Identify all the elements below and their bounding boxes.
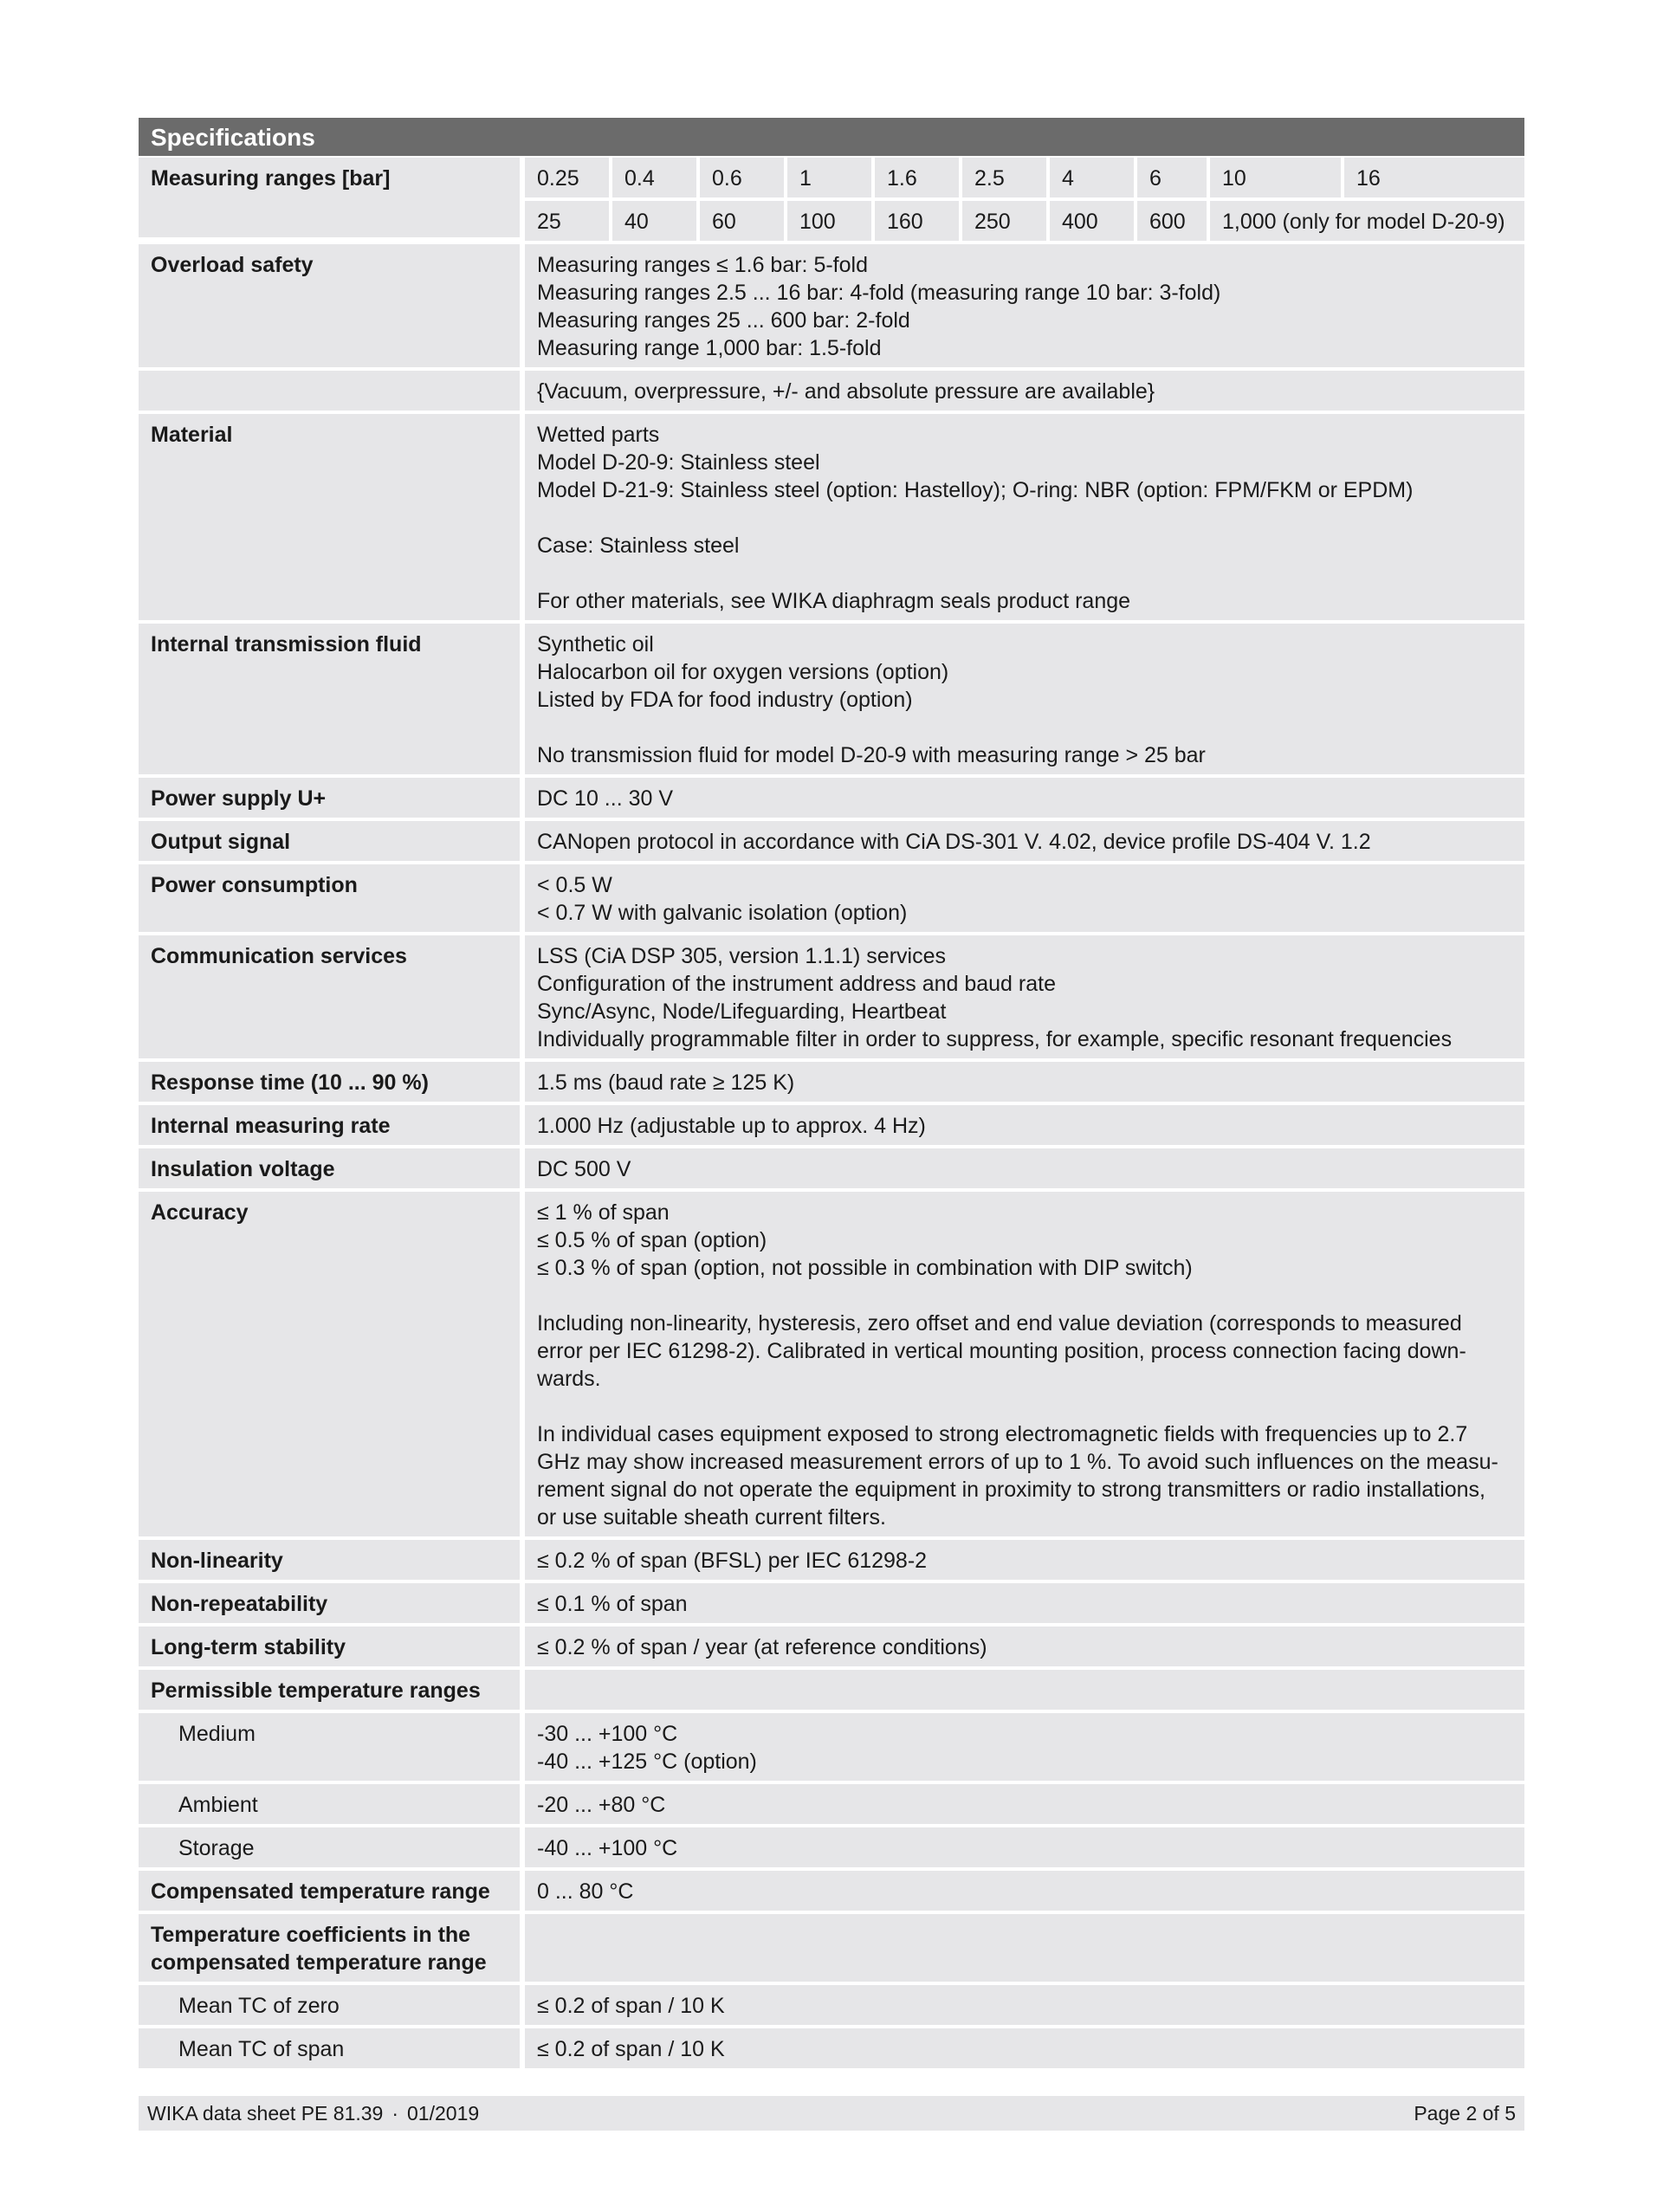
measuring-range-cell: 6 xyxy=(1137,158,1207,197)
value-line: Including non-linearity, hysteresis, zero offset and end value deviation (corresponds to measured xyxy=(537,1311,1462,1336)
value-line: CANopen protocol in accordance with CiA DS-301 V. 4.02, device profile DS-404 V. 1.2 xyxy=(537,830,1371,854)
row-label: Storage xyxy=(139,1827,520,1867)
footer-page-number: Page 2 of 5 xyxy=(1414,2101,1516,2125)
row-value xyxy=(525,1784,1524,1824)
value-line: 1.5 ms (baud rate ≥ 125 K) xyxy=(537,1070,795,1095)
row-label: Accuracy xyxy=(139,1192,520,1536)
measuring-range-cell: 1 xyxy=(787,158,871,197)
value-line: Model D-20-9: Stainless steel xyxy=(537,450,820,475)
row-value xyxy=(525,1583,1524,1623)
row-label: Temperature coefficients in the compensated temperature range xyxy=(139,1914,520,1982)
footer-document-id xyxy=(147,2102,479,2125)
value-line: {Vacuum, overpressure, +/- and absolute pressure are available} xyxy=(537,379,1155,404)
row-label: Power consumption xyxy=(139,864,520,932)
row-value xyxy=(525,935,1524,1058)
spec-row xyxy=(139,1914,1524,1982)
value-line: Configuration of the instrument address and baud rate xyxy=(537,972,1056,996)
measuring-range-cell: 25 xyxy=(525,201,609,241)
value-line: or use suitable sheath current filters. xyxy=(537,1505,886,1530)
row-value xyxy=(525,821,1524,861)
value-line: DC 500 V xyxy=(537,1157,631,1181)
footer-sheet-name: WIKA data sheet PE 81.39 xyxy=(147,2101,384,2125)
value-line: ≤ 0.2 of span / 10 K xyxy=(537,1994,725,2018)
row-value xyxy=(525,1627,1524,1666)
value-line: For other materials, see WIKA diaphragm seals product range xyxy=(537,589,1131,613)
value-line: Wetted parts xyxy=(537,423,660,447)
section-title: Specifications xyxy=(139,118,1524,156)
measuring-range-cell: 1.6 xyxy=(875,158,959,197)
spec-row xyxy=(139,1784,1524,1824)
value-line: wards. xyxy=(537,1367,601,1391)
value-line: Synthetic oil xyxy=(537,632,654,656)
measuring-ranges-line-1 xyxy=(525,158,1524,197)
value-line xyxy=(537,1393,1512,1420)
value-line: No transmission fluid for model D-20-9 with measuring range > 25 bar xyxy=(537,743,1206,767)
row-value xyxy=(525,1713,1524,1781)
value-line: Measuring ranges 25 ... 600 bar: 2-fold xyxy=(537,308,910,333)
value-line: -30 ... +100 °C xyxy=(537,1722,678,1746)
row-value xyxy=(525,1192,1524,1536)
value-line xyxy=(537,559,1512,587)
row-label: Output signal xyxy=(139,821,520,861)
value-line: ≤ 0.2 % of span / year (at reference conditions) xyxy=(537,1635,987,1659)
row-label: Overload safety xyxy=(139,244,520,367)
value-line xyxy=(537,1921,1512,1949)
row-value xyxy=(525,414,1524,620)
measuring-range-cell: 40 xyxy=(612,201,696,241)
spec-row xyxy=(139,1148,1524,1188)
value-line: -20 ... +80 °C xyxy=(537,1793,666,1817)
row-value xyxy=(525,1670,1524,1710)
spec-row xyxy=(139,935,1524,1058)
spec-row xyxy=(139,371,1524,411)
value-line xyxy=(537,1282,1512,1310)
spec-row xyxy=(139,778,1524,818)
measuring-range-cell: 4 xyxy=(1050,158,1134,197)
spec-row xyxy=(139,1871,1524,1911)
spec-row xyxy=(139,1985,1524,2025)
value-line: < 0.5 W xyxy=(537,873,612,897)
value-line: Halocarbon oil for oxygen versions (option) xyxy=(537,660,949,684)
spec-row xyxy=(139,414,1524,620)
value-line: 0 ... 80 °C xyxy=(537,1879,634,1904)
row-label: Non-repeatability xyxy=(139,1583,520,1623)
row-value xyxy=(525,1105,1524,1145)
value-line: rement signal do not operate the equipment in proximity to strong transmitters or radio installations, xyxy=(537,1478,1485,1502)
value-line: Individually programmable filter in order to suppress, for example, specific resonant frequencies xyxy=(537,1027,1453,1051)
row-value xyxy=(525,1827,1524,1867)
spec-row xyxy=(139,1713,1524,1781)
measuring-range-cell: 1,000 (only for model D-20-9) xyxy=(1210,201,1524,241)
value-line: Model D-21-9: Stainless steel (option: Hastelloy); O-ring: NBR (option: FPM/FKM or EPDM) xyxy=(537,478,1414,502)
row-label: Communication services xyxy=(139,935,520,1058)
measuring-range-cell: 60 xyxy=(700,201,784,241)
row-value xyxy=(525,371,1524,411)
value-line: ≤ 0.1 % of span xyxy=(537,1592,688,1616)
value-line xyxy=(537,714,1512,741)
value-line: GHz may show increased measurement errors of up to 1 %. To avoid such influences on the measu- xyxy=(537,1450,1498,1474)
spec-row xyxy=(139,821,1524,861)
row-label xyxy=(139,371,520,411)
measuring-range-cell: 0.25 xyxy=(525,158,609,197)
measuring-range-cell: 250 xyxy=(962,201,1046,241)
spec-row xyxy=(139,1540,1524,1580)
measuring-range-cell: 2.5 xyxy=(962,158,1046,197)
spec-row xyxy=(139,244,1524,367)
row-label: Long-term stability xyxy=(139,1627,520,1666)
footer-separator: · xyxy=(391,2101,399,2125)
spec-row xyxy=(139,1062,1524,1102)
value-line: ≤ 0.2 of span / 10 K xyxy=(537,2037,725,2061)
spec-row xyxy=(139,1627,1524,1666)
row-value xyxy=(525,1985,1524,2025)
measuring-range-cell: 10 xyxy=(1210,158,1341,197)
footer-date: 01/2019 xyxy=(407,2101,480,2125)
row-value xyxy=(525,864,1524,932)
measuring-ranges-line-2 xyxy=(525,201,1524,241)
value-line: In individual cases equipment exposed to strong electromagnetic fields with frequencies up to 2.7 xyxy=(537,1422,1468,1446)
value-line: -40 ... +125 °C (option) xyxy=(537,1750,757,1774)
row-label: Insulation voltage xyxy=(139,1148,520,1188)
value-line: Case: Stainless steel xyxy=(537,534,740,558)
value-line: Measuring ranges ≤ 1.6 bar: 5-fold xyxy=(537,253,868,277)
row-label: Mean TC of zero xyxy=(139,1985,520,2025)
row-label: Permissible temperature ranges xyxy=(139,1670,520,1710)
measuring-ranges-row xyxy=(139,158,1524,241)
row-value xyxy=(525,624,1524,774)
value-line: -40 ... +100 °C xyxy=(537,1836,678,1860)
measuring-range-cell: 600 xyxy=(1137,201,1207,241)
row-label: Internal measuring rate xyxy=(139,1105,520,1145)
row-label: Internal transmission fluid xyxy=(139,624,520,774)
page-footer xyxy=(139,2096,1524,2131)
measuring-range-cell: 160 xyxy=(875,201,959,241)
value-line xyxy=(537,1949,1512,1976)
measuring-range-cell: 100 xyxy=(787,201,871,241)
value-line: ≤ 0.2 % of span (BFSL) per IEC 61298-2 xyxy=(537,1549,928,1573)
value-line: Sync/Async, Node/Lifeguarding, Heartbeat xyxy=(537,999,947,1024)
value-line: ≤ 0.5 % of span (option) xyxy=(537,1228,767,1252)
spec-row xyxy=(139,1827,1524,1867)
row-value xyxy=(525,1540,1524,1580)
measuring-ranges-grid xyxy=(525,158,1524,241)
value-line: Measuring range 1,000 bar: 1.5-fold xyxy=(537,336,882,360)
spec-row xyxy=(139,1583,1524,1623)
row-value xyxy=(525,244,1524,367)
row-label: Non-linearity xyxy=(139,1540,520,1580)
value-line: DC 10 ... 30 V xyxy=(537,786,674,811)
value-line xyxy=(537,1677,1512,1704)
row-label: Compensated temperature range xyxy=(139,1871,520,1911)
measuring-range-cell: 400 xyxy=(1050,201,1134,241)
row-value xyxy=(525,2028,1524,2068)
value-line: ≤ 1 % of span xyxy=(537,1200,670,1225)
row-label: Response time (10 ... 90 %) xyxy=(139,1062,520,1102)
row-label: Power supply U+ xyxy=(139,778,520,818)
row-value xyxy=(525,1148,1524,1188)
spec-row xyxy=(139,624,1524,774)
row-label: Medium xyxy=(139,1713,520,1781)
value-line xyxy=(537,504,1512,532)
value-line: 1.000 Hz (adjustable up to approx. 4 Hz) xyxy=(537,1114,926,1138)
row-label: Ambient xyxy=(139,1784,520,1824)
row-value xyxy=(525,1914,1524,1982)
spec-row xyxy=(139,1192,1524,1536)
measuring-range-cell: 16 xyxy=(1344,158,1524,197)
row-label: Mean TC of span xyxy=(139,2028,520,2068)
row-label: Material xyxy=(139,414,520,620)
spec-row xyxy=(139,2028,1524,2068)
measuring-range-cell: 0.4 xyxy=(612,158,696,197)
value-line: ≤ 0.3 % of span (option, not possible in combination with DIP switch) xyxy=(537,1256,1193,1280)
value-line: Measuring ranges 2.5 ... 16 bar: 4-fold (measuring range 10 bar: 3-fold) xyxy=(537,281,1221,305)
value-line: error per IEC 61298-2). Calibrated in vertical mounting position, process connection facing down- xyxy=(537,1339,1466,1363)
value-line: Listed by FDA for food industry (option) xyxy=(537,688,913,712)
row-value xyxy=(525,1871,1524,1911)
spec-row xyxy=(139,864,1524,932)
spec-row xyxy=(139,1105,1524,1145)
row-label: Measuring ranges [bar] xyxy=(139,158,520,237)
spec-row xyxy=(139,1670,1524,1710)
row-value xyxy=(525,778,1524,818)
row-value xyxy=(525,1062,1524,1102)
measuring-range-cell: 0.6 xyxy=(700,158,784,197)
value-line: LSS (CiA DSP 305, version 1.1.1) services xyxy=(537,944,946,968)
spec-rows xyxy=(139,244,1524,2068)
specifications-table xyxy=(139,118,1524,2072)
value-line: < 0.7 W with galvanic isolation (option) xyxy=(537,901,908,925)
